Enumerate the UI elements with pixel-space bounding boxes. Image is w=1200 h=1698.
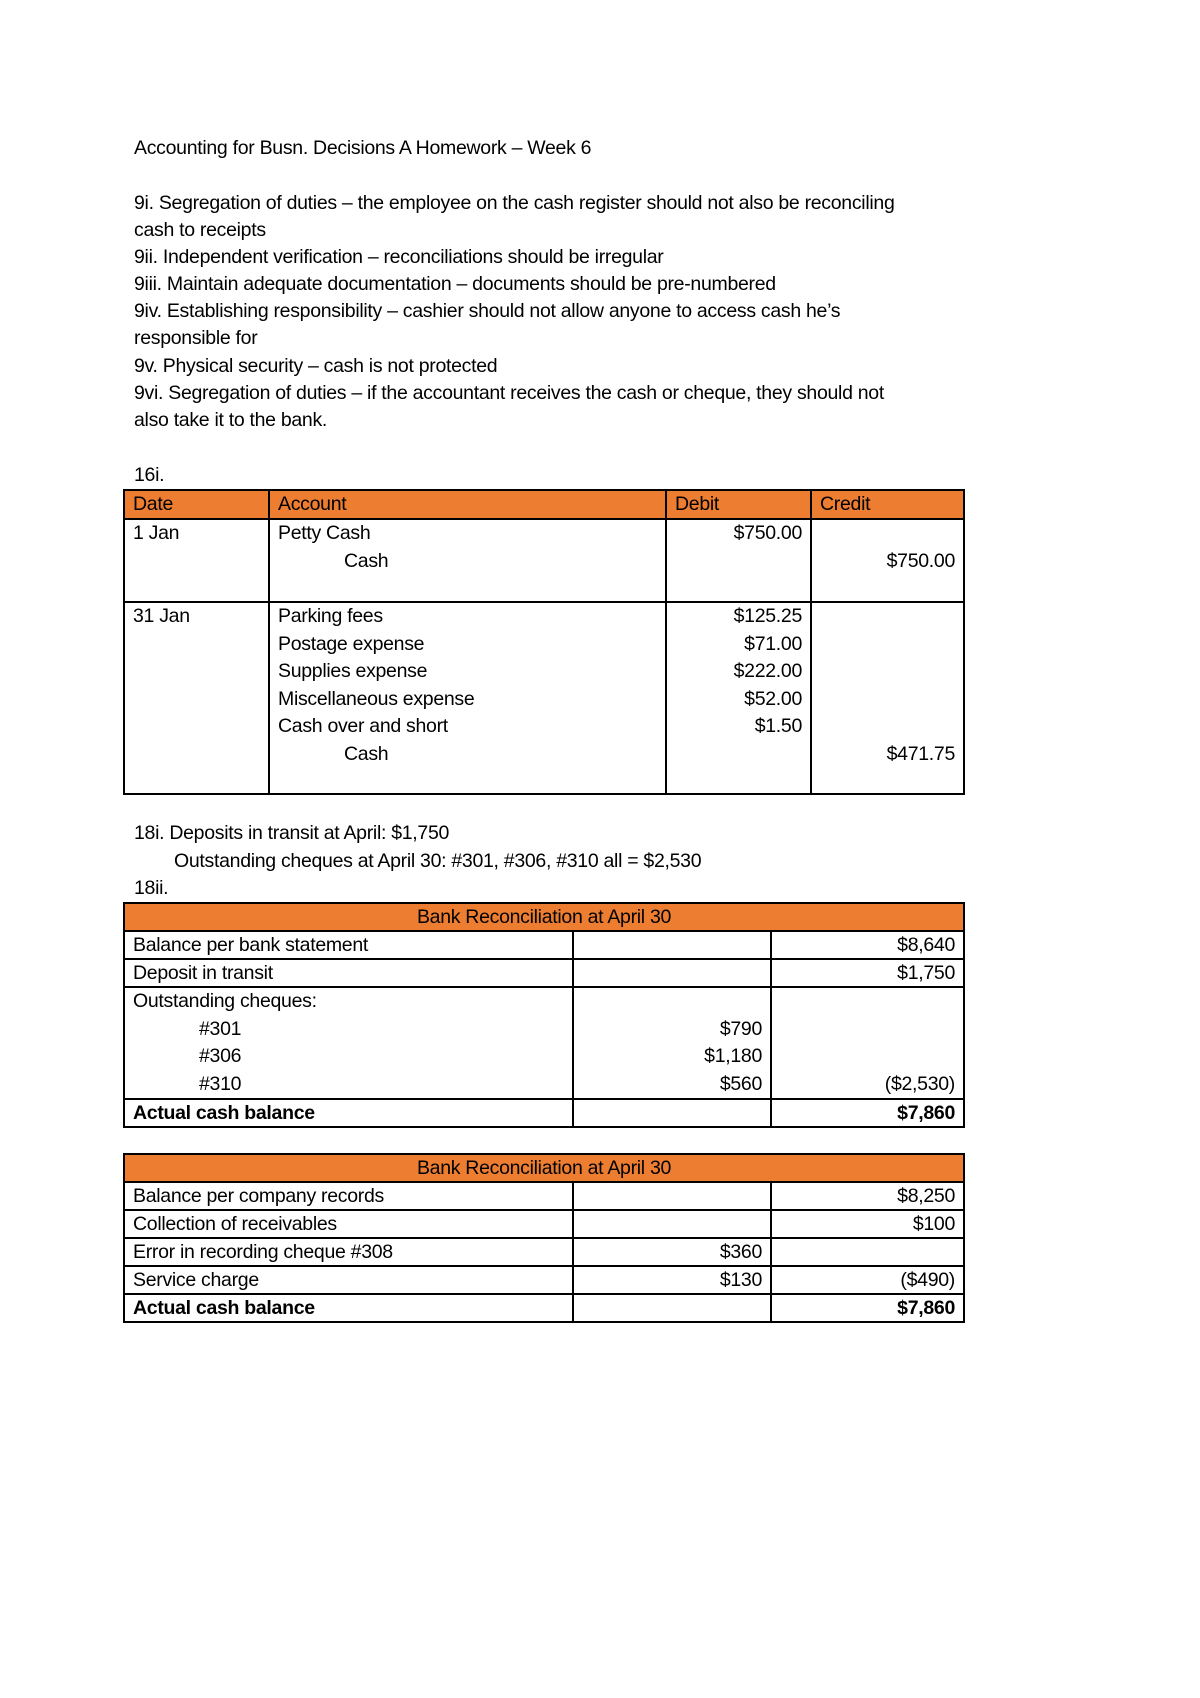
recon-mid: [573, 1294, 771, 1322]
recon-label: #306: [199, 1045, 242, 1067]
q18ii-label: 18ii.: [134, 877, 169, 899]
recon-label: Error in recording cheque #308: [124, 1238, 573, 1266]
recon-label: #310: [199, 1072, 242, 1095]
account-name: Parking fees: [278, 605, 383, 627]
recon-row: [124, 1238, 964, 1266]
debit-amount: $71.00: [744, 632, 802, 655]
recon-right: $1,750: [771, 959, 964, 987]
recon-right: $100: [771, 1210, 964, 1238]
header-debit: Debit: [666, 490, 811, 519]
q9-line: 9v. Physical security – cash is not protected: [134, 355, 498, 377]
entry-debits: [666, 602, 811, 794]
q9-line: 9iv. Establishing responsibility – cashier should not allow anyone to access cash he’s: [134, 300, 841, 322]
recon-row: [124, 1266, 964, 1294]
recon-mid: $560: [719, 1072, 762, 1095]
recon-right: ($490): [771, 1266, 964, 1294]
recon-right: $8,640: [771, 931, 964, 959]
recon-mid: $130: [573, 1266, 771, 1294]
company-reconciliation-table: [123, 1153, 965, 1323]
journal-entry-row: [124, 519, 964, 602]
company-recon-title: Bank Reconciliation at April 30: [124, 1154, 964, 1182]
account-name: Supplies expense: [278, 660, 428, 682]
recon-mid: $1,180: [704, 1045, 762, 1067]
recon-right: $8,250: [771, 1182, 964, 1210]
entry-date: 31 Jan: [124, 602, 269, 794]
header-account: Account: [269, 490, 666, 519]
debit-amount: $222.00: [733, 660, 802, 682]
credit-amount: $471.75: [886, 742, 955, 765]
recon-label: Balance per company records: [124, 1182, 573, 1210]
q9-line: 9vi. Segregation of duties – if the accountant receives the cash or cheque, they should not: [134, 382, 884, 404]
q9-line: cash to receipts: [134, 219, 266, 241]
recon-mid: [573, 931, 771, 959]
recon-right-group: [771, 987, 964, 1099]
recon-label: Actual cash balance: [124, 1099, 573, 1127]
recon-label: Balance per bank statement: [124, 931, 573, 959]
recon-right: ($2,530): [884, 1072, 955, 1095]
q18i-line1: 18i. Deposits in transit at April: $1,750: [134, 822, 450, 844]
journal-entry-row: [124, 602, 964, 794]
recon-mid: [573, 1099, 771, 1127]
credit-amount: $750.00: [886, 549, 955, 572]
recon-mid: [573, 1210, 771, 1238]
document-title: Accounting for Busn. Decisions A Homework – Week 6: [134, 137, 592, 159]
account-name: Cash: [344, 742, 389, 765]
recon-row: [124, 959, 964, 987]
debit-amount: $52.00: [744, 687, 802, 710]
recon-label: Actual cash balance: [124, 1294, 573, 1322]
entry-date: 1 Jan: [124, 519, 269, 602]
recon-row: [124, 1210, 964, 1238]
account-name: Cash over and short: [278, 715, 448, 737]
account-name: Postage expense: [278, 632, 425, 655]
recon-label: Deposit in transit: [124, 959, 573, 987]
account-name: Petty Cash: [278, 522, 371, 544]
entry-debits: [666, 519, 811, 602]
q16-label: 16i.: [134, 464, 165, 486]
bank-recon-title: Bank Reconciliation at April 30: [124, 903, 964, 931]
journal-header-row: [124, 490, 964, 519]
debit-amount: $125.25: [733, 605, 802, 627]
debit-amount: $750.00: [733, 522, 802, 544]
q9-line: 9iii. Maintain adequate documentation – documents should be pre-numbered: [134, 273, 776, 295]
header-credit: Credit: [811, 490, 964, 519]
account-name: Miscellaneous expense: [278, 687, 475, 710]
bank-reconciliation-table: [123, 902, 965, 1128]
recon-row-outstanding: [124, 987, 964, 1099]
recon-mid-group: [573, 987, 771, 1099]
q18i-line2: Outstanding cheques at April 30: #301, #306, #310 all = $2,530: [174, 850, 702, 872]
recon-label: #301: [199, 1017, 242, 1040]
header-date: Date: [124, 490, 269, 519]
q9-line: 9ii. Independent verification – reconciliations should be irregular: [134, 246, 664, 268]
recon-total-row: [124, 1099, 964, 1127]
recon-right: $7,860: [771, 1294, 964, 1322]
q9-line: responsible for: [134, 327, 258, 349]
recon-label: Service charge: [124, 1266, 573, 1294]
recon-row: [124, 1182, 964, 1210]
recon-label: Collection of receivables: [124, 1210, 573, 1238]
entry-credits: [811, 602, 964, 794]
recon-right: $7,860: [771, 1099, 964, 1127]
recon-total-row: [124, 1294, 964, 1322]
recon-mid: $360: [573, 1238, 771, 1266]
recon-label: Outstanding cheques:: [133, 990, 317, 1012]
recon-row: [124, 931, 964, 959]
recon-mid: $790: [719, 1017, 762, 1040]
account-name: Cash: [344, 549, 389, 572]
journal-table: [123, 489, 965, 795]
entry-credits: [811, 519, 964, 602]
recon-right: [771, 1238, 964, 1266]
entry-accounts: [269, 519, 666, 602]
q9-line: also take it to the bank.: [134, 409, 328, 431]
q9-line: 9i. Segregation of duties – the employee on the cash register should not also be reconciling: [134, 192, 895, 214]
recon-mid: [573, 959, 771, 987]
recon-mid: [573, 1182, 771, 1210]
entry-accounts: [269, 602, 666, 794]
debit-amount: $1.50: [754, 715, 802, 737]
recon-label-group: [124, 987, 573, 1099]
